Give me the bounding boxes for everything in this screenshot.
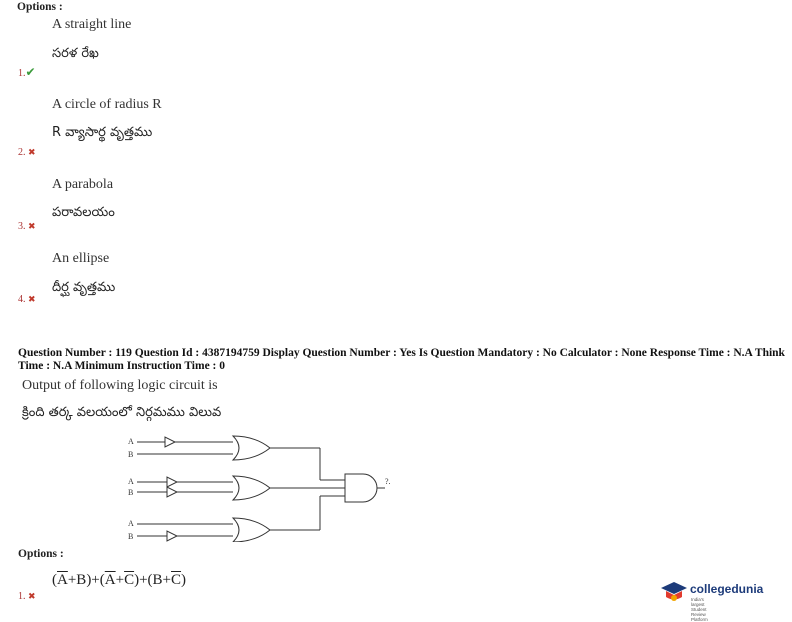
option-4-english: An ellipse [52, 251, 110, 266]
cross-icon: ✖ [28, 295, 36, 305]
plus-sign: + [115, 572, 125, 588]
and-gate [345, 474, 377, 502]
options-label: Options : [17, 1, 63, 13]
option-1-number [18, 591, 36, 602]
option-1-english: A straight line [52, 17, 132, 32]
question-telugu: క్రింది తర్క వలయంలో నిర్గమము విలువ [22, 405, 222, 420]
input-label-b: B [128, 450, 134, 459]
not-gate-4 [167, 531, 177, 541]
term-a-bar: $\overline{A}$ [57, 572, 68, 588]
option-number: 1. [18, 591, 26, 602]
option-1-telugu: సరళ రేఖ [52, 46, 99, 61]
term-a-bar: $\overline{A}$ [104, 572, 116, 588]
or-gate-1 [233, 436, 270, 460]
option-3-telugu: పరావలయం [52, 205, 115, 220]
input-label-a: A [128, 519, 134, 528]
not-gate-2 [167, 477, 177, 487]
option-2-number [18, 147, 36, 158]
option-1-number [18, 65, 36, 79]
option-number: 3. [18, 221, 26, 232]
option-number: 2. [18, 147, 26, 158]
or-gate-2 [233, 476, 270, 500]
input-label-b: B [128, 532, 134, 541]
graduation-cap-icon [660, 580, 688, 604]
option-number: 1. [18, 68, 26, 79]
input-label-b: B [128, 488, 134, 497]
option-2-english: A circle of radius R [52, 97, 162, 112]
option-2-telugu: R వ్యాసార్థ వృత్తము [52, 125, 153, 140]
term-c-bar: $\overline{C}$ [171, 572, 182, 588]
output-label: ?. [385, 477, 391, 486]
cross-icon: ✖ [28, 148, 36, 158]
formula-separator: )+( [86, 572, 105, 588]
or-gate-3 [233, 518, 270, 542]
not-gate-3 [167, 487, 177, 497]
cross-icon: ✖ [28, 592, 36, 602]
term-plus-b: +B [67, 572, 87, 588]
check-icon: ✔ [25, 65, 36, 79]
logo-name: collegedunia [690, 582, 764, 596]
option-number: 4. [18, 294, 26, 305]
not-gate-1 [165, 437, 175, 447]
term-b-plus: B+ [152, 572, 172, 588]
cross-icon: ✖ [28, 222, 36, 232]
formula-separator: )+( [134, 572, 153, 588]
input-label-a: A [128, 477, 134, 486]
input-label-a: A [128, 437, 134, 446]
option-4-number [18, 294, 36, 305]
question-metadata: Question Number : 119 Question Id : 4387194759 Display Question Number : Yes Is Question Mandatory : No Calculator : None Response Time : N.A Think Time : N.A Minimum Instruction Time : 0 [18, 347, 785, 372]
logo-tagline: India's largest Student Review Platform [691, 597, 708, 622]
options-label: Options : [18, 548, 64, 560]
logic-circuit-diagram [125, 430, 425, 542]
option-3-english: A parabola [52, 177, 114, 192]
term-c-bar: $\overline{C}$ [124, 572, 135, 588]
option-3-number [18, 221, 36, 232]
question-english: Output of following logic circuit is [22, 378, 218, 393]
option-1-formula: $(\overline{A}+B)+(\overline{A}+\overline{C})+(B+\overline{C})$ [52, 572, 187, 588]
option-4-telugu: దీర్ఘ వృత్తము [52, 280, 116, 295]
